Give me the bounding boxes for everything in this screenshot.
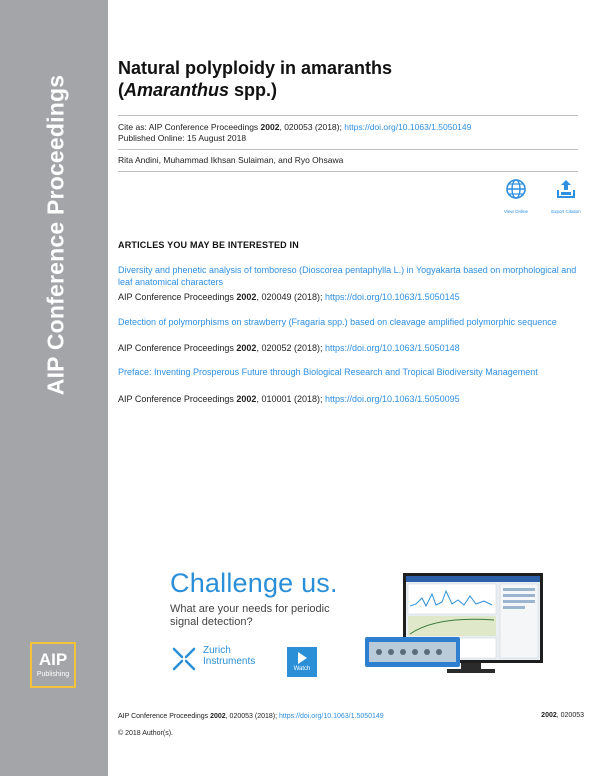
advertisement-banner[interactable] [165, 565, 549, 675]
related-article-2-doi[interactable]: https://doi.org/10.1063/1.5050148 [325, 343, 460, 353]
view-online-label: View Online [504, 209, 528, 214]
title-line-1: Natural polyploidy in amaranths [118, 58, 393, 78]
aip-publishing-logo[interactable] [30, 642, 76, 688]
related-article-2-cite [118, 343, 460, 354]
export-citation-button[interactable] [546, 178, 586, 214]
journal-name: AIP Conference Proceedings [42, 74, 69, 396]
view-online-button[interactable] [496, 178, 536, 214]
related-article-3-doi[interactable]: https://doi.org/10.1063/1.5050095 [325, 394, 460, 404]
title-suffix: spp.) [229, 80, 278, 100]
footer-cite-rest: , 020053 (2018); [225, 713, 279, 720]
cite-volume: 2002 [236, 394, 257, 404]
divider-mid [118, 149, 578, 150]
cite-prefix: AIP Conference Proceedings [118, 292, 237, 302]
monitor-foot [447, 669, 495, 673]
footer-cite-prefix: AIP Conference Proceedings [118, 713, 211, 720]
device-knobs-graphic [369, 642, 456, 662]
ad-subline: What are your needs for periodic signal detection? [170, 603, 330, 628]
cite-rest: , 020049 (2018); [256, 292, 325, 302]
lock-in-amplifier-image [365, 637, 460, 667]
published-date: Published Online: 15 August 2018 [118, 133, 247, 143]
footer-copyright: © 2018 Author(s). [118, 730, 173, 737]
brand-line-1: Zurich [203, 645, 231, 656]
cite-volume: 2002 [260, 122, 280, 132]
watch-button[interactable] [287, 647, 317, 677]
device-front-panel [369, 642, 456, 662]
related-article-1-title[interactable]: Diversity and phenetic analysis of tomboreso (Dioscorea pentaphylla L.) in Yogyakarta based on morphological and leaf anatomical characters [118, 265, 577, 287]
title-italic: Amaranthus [124, 80, 230, 100]
article-title [118, 57, 558, 101]
cite-rest: , 020053 (2018); [279, 122, 345, 132]
watch-label: Watch [293, 666, 311, 672]
related-article-1-doi[interactable]: https://doi.org/10.1063/1.5050145 [325, 292, 460, 302]
brand-line-2: Instruments [203, 656, 256, 667]
footer-volume: 2002 [210, 713, 226, 720]
related-article-3-title[interactable]: Preface: Inventing Prosperous Future through Biological Research and Tropical Biodiversity Management [118, 367, 538, 377]
cite-volume: 2002 [236, 292, 257, 302]
cite-volume: 2002 [236, 343, 257, 353]
cite-label: Cite as: AIP Conference Proceedings [118, 122, 261, 132]
related-article-3-cite [118, 394, 460, 405]
cite-prefix: AIP Conference Proceedings [118, 343, 237, 353]
ad-headline: Challenge us. [170, 568, 338, 598]
cite-rest: , 010001 (2018); [256, 394, 325, 404]
divider-top [118, 115, 578, 116]
footer-page-volume: 2002 [541, 712, 557, 719]
related-heading: ARTICLES YOU MAY BE INTERESTED IN [118, 240, 299, 250]
footer-citation [118, 712, 384, 721]
journal-sidebar [0, 0, 108, 776]
export-citation-label: Export Citation [551, 209, 581, 214]
logo-sub-text: Publishing [36, 671, 70, 678]
logo-main-text: AIP [38, 650, 68, 669]
footer-page-number [541, 712, 584, 719]
related-article-2-title[interactable]: Detection of polymorphisms on strawberry (Fragaria spp.) based on cleavage amplified polymorphic sequence [118, 317, 557, 327]
cite-prefix: AIP Conference Proceedings [118, 394, 237, 404]
zurich-instruments-brand [203, 645, 255, 667]
zurich-instruments-logo-icon [170, 645, 198, 673]
globe-icon [505, 178, 527, 200]
export-icon [555, 178, 577, 200]
cite-rest: , 020052 (2018); [256, 343, 325, 353]
footer-page-id: , 020053 [556, 712, 584, 719]
article-doi-link[interactable]: https://doi.org/10.1063/1.5050149 [344, 122, 472, 132]
play-icon [298, 652, 307, 664]
related-article-1-cite [118, 292, 460, 303]
authors: Rita Andini, Muhammad Ikhsan Sulaiman, and Ryo Ohsawa [118, 155, 344, 165]
divider-authors [118, 171, 578, 172]
cite-as [118, 122, 471, 133]
title-prefix: ( [118, 80, 124, 100]
footer-doi-link[interactable]: https://doi.org/10.1063/1.5050149 [279, 713, 384, 720]
